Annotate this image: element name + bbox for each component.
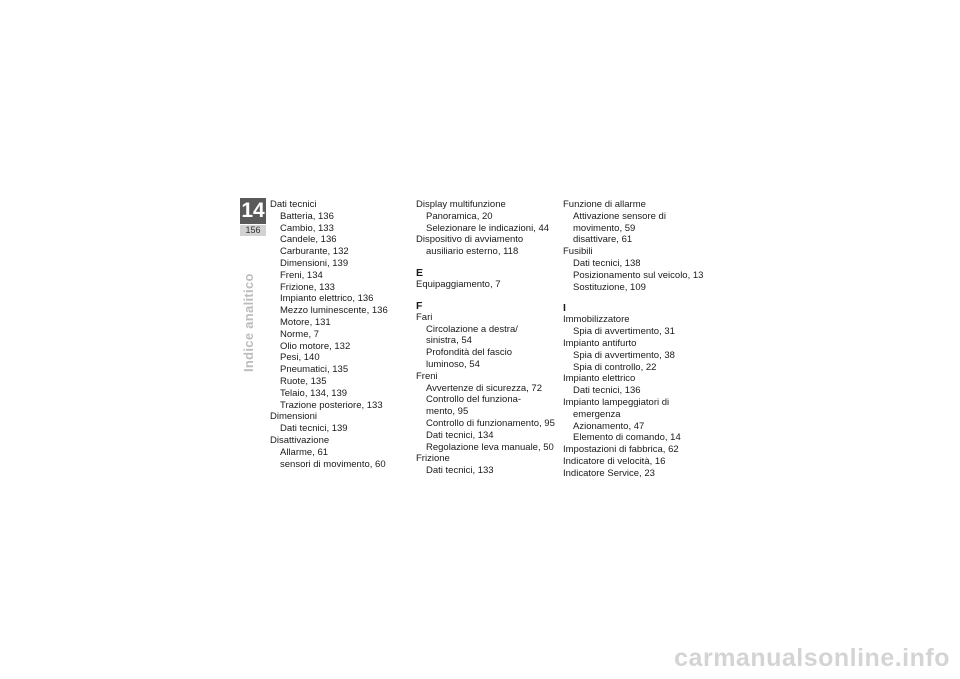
index-subentry: Dati tecnici, 138 [573,257,641,269]
index-subentry: Spia di controllo, 22 [573,361,657,373]
index-subentry: mento, 95 [426,406,469,418]
index-subentry: Mezzo luminescente, 136 [280,305,388,317]
index-letter-heading: F [416,299,423,312]
index-entry: Display multifunzione [416,199,506,210]
index-subentry: Ruote, 135 [280,375,327,387]
index-subentry: Posizionamento sul veicolo, 13 [573,269,704,281]
index-entry: Disattivazione [270,434,330,446]
index-subentry: disattivare, 61 [573,234,633,246]
index-subentry: Spia di avvertimento, 38 [573,349,675,361]
index-subentry: Motore, 131 [280,316,331,328]
index-subentry: Dati tecnici, 134 [426,429,494,441]
index-subentry: Selezionare le indicazioni, 44 [426,222,550,234]
index-column-1 [270,199,418,470]
index-entry: Impianto lampeggiatori di [563,396,670,408]
index-subentry: Pesi, 140 [280,352,320,364]
index-subentry: Controllo di funzionamento, 95 [426,417,555,429]
index-subentry: ausiliario esterno, 118 [426,246,519,258]
index-letter-heading: E [416,266,424,279]
index-subentry: Profondità del fascio [426,347,513,359]
index-entry: Fari [416,311,433,323]
index-subentry: Carburante, 132 [280,246,349,258]
index-subentry: Trazione posteriore, 133 [280,399,383,411]
index-subentry: sinistra, 54 [426,335,472,347]
index-subentry: Olio motore, 132 [280,340,351,352]
index-column-3 [563,199,711,480]
index-subentry: Telaio, 134, 139 [280,387,348,399]
index-entry: Dati tecnici [270,199,317,210]
index-subentry: Batteria, 136 [280,210,334,222]
index-subentry: sensori di movimento, 60 [280,458,386,470]
index-entry: Equipaggiamento, 7 [416,278,501,290]
chapter-tab [240,198,266,236]
index-subentry: Attivazione sensore di [573,210,666,222]
index-subentry: Candele, 136 [280,234,337,246]
index-entry: Impianto elettrico [563,373,636,385]
index-subentry: Avvertenze di sicurezza, 72 [426,382,542,394]
index-subentry: Norme, 7 [280,328,320,340]
index-subentry: Impianto elettrico, 136 [280,293,374,305]
index-subentry: Allarme, 61 [280,446,329,458]
chapter-number: 14 [241,199,265,222]
index-subentry: movimento, 59 [573,222,636,234]
index-entry: Indicatore Service, 23 [563,467,655,479]
index-subentry: Azionamento, 47 [573,420,645,432]
index-subentry: Freni, 134 [280,269,323,281]
index-entry: Fusibili [563,246,593,258]
index-subentry: Circolazione a destra/ [426,323,518,335]
index-entry: Impostazioni di fabbrica, 62 [563,444,679,456]
index-entry: Impianto antifurto [563,337,637,349]
index-entry: Indicatore di velocità, 16 [563,455,666,467]
index-entry: Dispositivo di avviamento [416,234,524,246]
index-subentry: Panoramica, 20 [426,210,493,222]
index-subentry: Frizione, 133 [280,281,335,293]
index-subentry: Dati tecnici, 136 [573,385,641,397]
index-subentry: Regolazione leva manuale, 50 [426,441,554,453]
index-subentry: emergenza [573,408,621,420]
index-subentry: Cambio, 133 [280,222,334,234]
index-subentry: Dati tecnici, 139 [280,423,348,435]
index-subentry: Dimensioni, 139 [280,257,349,269]
page-number: 156 [240,225,266,236]
index-subentry: Spia di avvertimento, 31 [573,326,675,338]
index-subentry: Pneumatici, 135 [280,364,349,376]
index-letter-heading: I [563,302,566,315]
index-entry: Freni [416,370,438,382]
index-subentry: Controllo del funziona- [426,394,522,406]
index-subentry: luminoso, 54 [426,358,480,370]
section-title: Indice analitico [241,273,256,372]
index-subentry: Dati tecnici, 133 [426,465,494,477]
index-subentry: Elemento di comando, 14 [573,432,681,444]
index-entry: Immobilizzatore [563,314,630,326]
index-subentry: Sostituzione, 109 [573,281,646,293]
index-entry: Dimensioni [270,411,317,423]
watermark: carmanualsonline.info [674,644,950,672]
index-entry: Funzione di allarme [563,199,646,210]
index-column-2 [416,199,564,477]
index-entry: Frizione [416,453,450,465]
